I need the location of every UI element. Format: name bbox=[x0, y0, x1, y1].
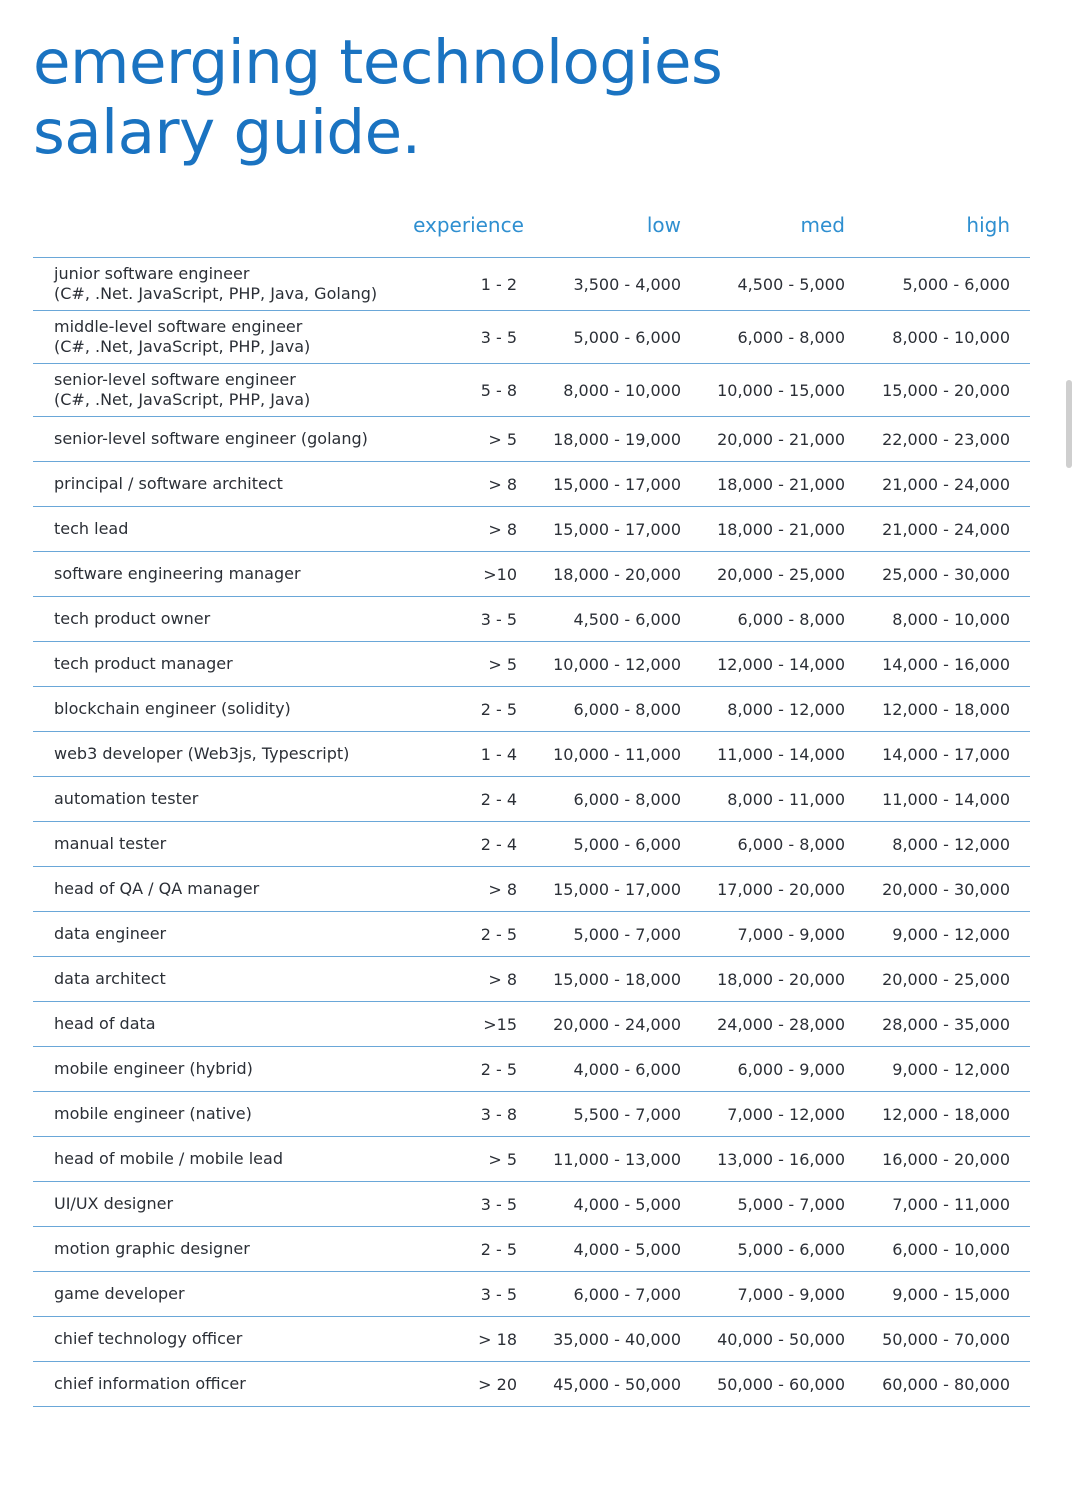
table-row bbox=[33, 1272, 1030, 1317]
role-name: senior-level software engineer bbox=[54, 370, 296, 389]
low-salary-cell: 5,500 - 7,000 bbox=[573, 1104, 681, 1124]
high-salary-cell: 50,000 - 70,000 bbox=[882, 1329, 1010, 1349]
role-name: motion graphic designer bbox=[54, 1239, 250, 1258]
role-cell bbox=[54, 777, 474, 821]
med-salary-cell: 5,000 - 6,000 bbox=[737, 1239, 845, 1259]
low-salary-cell: 6,000 - 8,000 bbox=[573, 699, 681, 719]
med-salary-cell: 24,000 - 28,000 bbox=[717, 1014, 845, 1034]
high-salary-cell: 21,000 - 24,000 bbox=[882, 519, 1010, 539]
header-high: high bbox=[966, 213, 1010, 237]
role-name: web3 developer (Web3js, Typescript) bbox=[54, 744, 350, 763]
high-salary-cell: 22,000 - 23,000 bbox=[882, 429, 1010, 449]
med-salary-cell: 7,000 - 9,000 bbox=[737, 1284, 845, 1304]
table-row bbox=[33, 462, 1030, 507]
experience-cell: > 5 bbox=[488, 1149, 517, 1169]
role-cell bbox=[54, 258, 474, 310]
med-salary-cell: 7,000 - 12,000 bbox=[727, 1104, 845, 1124]
table-row bbox=[33, 552, 1030, 597]
low-salary-cell: 8,000 - 10,000 bbox=[563, 380, 681, 400]
table-row bbox=[33, 417, 1030, 462]
experience-cell: 3 - 5 bbox=[480, 1284, 517, 1304]
table-row bbox=[33, 1182, 1030, 1227]
title-line-2: salary guide. bbox=[33, 97, 421, 168]
experience-cell: 2 - 5 bbox=[480, 924, 517, 944]
role-cell bbox=[54, 1137, 474, 1181]
role-name: software engineering manager bbox=[54, 564, 301, 583]
high-salary-cell: 14,000 - 16,000 bbox=[882, 654, 1010, 674]
low-salary-cell: 6,000 - 8,000 bbox=[573, 789, 681, 809]
med-salary-cell: 6,000 - 8,000 bbox=[737, 327, 845, 347]
low-salary-cell: 15,000 - 17,000 bbox=[553, 519, 681, 539]
high-salary-cell: 8,000 - 10,000 bbox=[892, 327, 1010, 347]
high-salary-cell: 9,000 - 15,000 bbox=[892, 1284, 1010, 1304]
role-name: mobile engineer (hybrid) bbox=[54, 1059, 253, 1078]
experience-cell: 2 - 5 bbox=[480, 699, 517, 719]
role-stack: (C#, .Net, JavaScript, PHP, Java) bbox=[54, 337, 311, 356]
low-salary-cell: 4,000 - 5,000 bbox=[573, 1194, 681, 1214]
role-cell bbox=[54, 1272, 474, 1316]
med-salary-cell: 7,000 - 9,000 bbox=[737, 924, 845, 944]
experience-cell: > 18 bbox=[478, 1329, 517, 1349]
table-row bbox=[33, 912, 1030, 957]
role-name: head of mobile / mobile lead bbox=[54, 1149, 283, 1168]
role-name: data architect bbox=[54, 969, 166, 988]
role-cell bbox=[54, 507, 474, 551]
low-salary-cell: 4,000 - 6,000 bbox=[573, 1059, 681, 1079]
role-cell bbox=[54, 1362, 474, 1406]
high-salary-cell: 16,000 - 20,000 bbox=[882, 1149, 1010, 1169]
med-salary-cell: 4,500 - 5,000 bbox=[737, 274, 845, 294]
low-salary-cell: 18,000 - 19,000 bbox=[553, 429, 681, 449]
experience-cell: 2 - 5 bbox=[480, 1239, 517, 1259]
role-name: automation tester bbox=[54, 789, 199, 808]
med-salary-cell: 8,000 - 11,000 bbox=[727, 789, 845, 809]
role-cell bbox=[54, 311, 474, 363]
role-cell bbox=[54, 462, 474, 506]
header-low: low bbox=[646, 213, 681, 237]
role-cell bbox=[54, 687, 474, 731]
role-cell bbox=[54, 732, 474, 776]
med-salary-cell: 18,000 - 21,000 bbox=[717, 519, 845, 539]
table-row bbox=[33, 1317, 1030, 1362]
med-salary-cell: 6,000 - 9,000 bbox=[737, 1059, 845, 1079]
med-salary-cell: 12,000 - 14,000 bbox=[717, 654, 845, 674]
experience-cell: 2 - 4 bbox=[480, 789, 517, 809]
table-row bbox=[33, 1362, 1030, 1407]
title-line-1: emerging technologies bbox=[33, 27, 723, 98]
table-row bbox=[33, 1092, 1030, 1137]
table-row bbox=[33, 687, 1030, 732]
role-name: manual tester bbox=[54, 834, 167, 853]
role-cell bbox=[54, 1182, 474, 1226]
role-name: data engineer bbox=[54, 924, 167, 943]
high-salary-cell: 6,000 - 10,000 bbox=[892, 1239, 1010, 1259]
salary-table bbox=[33, 200, 1030, 1407]
role-name: head of QA / QA manager bbox=[54, 879, 260, 898]
role-cell bbox=[54, 417, 474, 461]
role-name: senior-level software engineer (golang) bbox=[54, 429, 368, 448]
med-salary-cell: 5,000 - 7,000 bbox=[737, 1194, 845, 1214]
experience-cell: 2 - 5 bbox=[480, 1059, 517, 1079]
low-salary-cell: 3,500 - 4,000 bbox=[573, 274, 681, 294]
role-stack: (C#, .Net. JavaScript, PHP, Java, Golang) bbox=[54, 284, 378, 303]
low-salary-cell: 15,000 - 17,000 bbox=[553, 474, 681, 494]
role-cell bbox=[54, 1047, 474, 1091]
role-name: chief information officer bbox=[54, 1374, 246, 1393]
high-salary-cell: 28,000 - 35,000 bbox=[882, 1014, 1010, 1034]
low-salary-cell: 6,000 - 7,000 bbox=[573, 1284, 681, 1304]
med-salary-cell: 18,000 - 20,000 bbox=[717, 969, 845, 989]
role-cell bbox=[54, 597, 474, 641]
page-title bbox=[33, 28, 722, 168]
table-row bbox=[33, 1002, 1030, 1047]
experience-cell: > 20 bbox=[478, 1374, 517, 1394]
role-cell bbox=[54, 822, 474, 866]
experience-cell: > 5 bbox=[488, 429, 517, 449]
high-salary-cell: 14,000 - 17,000 bbox=[882, 744, 1010, 764]
table-body bbox=[33, 258, 1030, 1407]
experience-cell: 3 - 8 bbox=[480, 1104, 517, 1124]
table-row bbox=[33, 822, 1030, 867]
med-salary-cell: 8,000 - 12,000 bbox=[727, 699, 845, 719]
high-salary-cell: 60,000 - 80,000 bbox=[882, 1374, 1010, 1394]
med-salary-cell: 20,000 - 25,000 bbox=[717, 564, 845, 584]
role-cell bbox=[54, 957, 474, 1001]
med-salary-cell: 20,000 - 21,000 bbox=[717, 429, 845, 449]
high-salary-cell: 20,000 - 30,000 bbox=[882, 879, 1010, 899]
med-salary-cell: 50,000 - 60,000 bbox=[717, 1374, 845, 1394]
table-row bbox=[33, 258, 1030, 311]
high-salary-cell: 20,000 - 25,000 bbox=[882, 969, 1010, 989]
low-salary-cell: 15,000 - 17,000 bbox=[553, 879, 681, 899]
role-name: tech lead bbox=[54, 519, 129, 538]
high-salary-cell: 12,000 - 18,000 bbox=[882, 699, 1010, 719]
table-row bbox=[33, 1227, 1030, 1272]
role-cell bbox=[54, 1317, 474, 1361]
header-med: med bbox=[800, 213, 845, 237]
table-row bbox=[33, 1047, 1030, 1092]
low-salary-cell: 4,000 - 5,000 bbox=[573, 1239, 681, 1259]
low-salary-cell: 35,000 - 40,000 bbox=[553, 1329, 681, 1349]
low-salary-cell: 15,000 - 18,000 bbox=[553, 969, 681, 989]
role-cell bbox=[54, 1092, 474, 1136]
table-row bbox=[33, 777, 1030, 822]
role-name: chief technology officer bbox=[54, 1329, 243, 1348]
role-name: game developer bbox=[54, 1284, 185, 1303]
low-salary-cell: 5,000 - 6,000 bbox=[573, 327, 681, 347]
med-salary-cell: 6,000 - 8,000 bbox=[737, 834, 845, 854]
high-salary-cell: 25,000 - 30,000 bbox=[882, 564, 1010, 584]
high-salary-cell: 7,000 - 11,000 bbox=[892, 1194, 1010, 1214]
role-cell bbox=[54, 1227, 474, 1271]
low-salary-cell: 4,500 - 6,000 bbox=[573, 609, 681, 629]
high-salary-cell: 15,000 - 20,000 bbox=[882, 380, 1010, 400]
table-row bbox=[33, 507, 1030, 552]
experience-cell: 1 - 4 bbox=[480, 744, 517, 764]
med-salary-cell: 17,000 - 20,000 bbox=[717, 879, 845, 899]
med-salary-cell: 18,000 - 21,000 bbox=[717, 474, 845, 494]
high-salary-cell: 9,000 - 12,000 bbox=[892, 1059, 1010, 1079]
experience-cell: 2 - 4 bbox=[480, 834, 517, 854]
low-salary-cell: 10,000 - 11,000 bbox=[553, 744, 681, 764]
experience-cell: 5 - 8 bbox=[480, 380, 517, 400]
high-salary-cell: 21,000 - 24,000 bbox=[882, 474, 1010, 494]
table-row bbox=[33, 867, 1030, 912]
low-salary-cell: 18,000 - 20,000 bbox=[553, 564, 681, 584]
role-name: tech product manager bbox=[54, 654, 233, 673]
experience-cell: >15 bbox=[483, 1014, 517, 1034]
role-cell bbox=[54, 867, 474, 911]
table-row bbox=[33, 311, 1030, 364]
role-name: mobile engineer (native) bbox=[54, 1104, 252, 1123]
low-salary-cell: 10,000 - 12,000 bbox=[553, 654, 681, 674]
role-stack: (C#, .Net, JavaScript, PHP, Java) bbox=[54, 390, 311, 409]
high-salary-cell: 12,000 - 18,000 bbox=[882, 1104, 1010, 1124]
role-cell bbox=[54, 552, 474, 596]
role-cell bbox=[54, 1002, 474, 1046]
table-row bbox=[33, 957, 1030, 1002]
experience-cell: > 8 bbox=[488, 474, 517, 494]
med-salary-cell: 11,000 - 14,000 bbox=[717, 744, 845, 764]
role-name: principal / software architect bbox=[54, 474, 283, 493]
role-cell bbox=[54, 364, 474, 416]
high-salary-cell: 9,000 - 12,000 bbox=[892, 924, 1010, 944]
low-salary-cell: 5,000 - 7,000 bbox=[573, 924, 681, 944]
experience-cell: 3 - 5 bbox=[480, 609, 517, 629]
med-salary-cell: 40,000 - 50,000 bbox=[717, 1329, 845, 1349]
low-salary-cell: 11,000 - 13,000 bbox=[553, 1149, 681, 1169]
med-salary-cell: 6,000 - 8,000 bbox=[737, 609, 845, 629]
high-salary-cell: 8,000 - 10,000 bbox=[892, 609, 1010, 629]
experience-cell: > 8 bbox=[488, 879, 517, 899]
role-name: blockchain engineer (solidity) bbox=[54, 699, 291, 718]
role-name: head of data bbox=[54, 1014, 156, 1033]
experience-cell: > 8 bbox=[488, 519, 517, 539]
table-row bbox=[33, 364, 1030, 417]
role-name: tech product owner bbox=[54, 609, 211, 628]
role-name: junior software engineer bbox=[54, 264, 250, 283]
med-salary-cell: 13,000 - 16,000 bbox=[717, 1149, 845, 1169]
high-salary-cell: 5,000 - 6,000 bbox=[902, 274, 1010, 294]
role-cell bbox=[54, 642, 474, 686]
scrollbar-thumb[interactable] bbox=[1066, 380, 1072, 468]
header-experience: experience bbox=[413, 213, 524, 237]
table-row bbox=[33, 732, 1030, 777]
low-salary-cell: 20,000 - 24,000 bbox=[553, 1014, 681, 1034]
high-salary-cell: 8,000 - 12,000 bbox=[892, 834, 1010, 854]
experience-cell: 3 - 5 bbox=[480, 1194, 517, 1214]
role-cell bbox=[54, 912, 474, 956]
table-row bbox=[33, 1137, 1030, 1182]
table-header bbox=[33, 200, 1030, 258]
experience-cell: > 8 bbox=[488, 969, 517, 989]
med-salary-cell: 10,000 - 15,000 bbox=[717, 380, 845, 400]
high-salary-cell: 11,000 - 14,000 bbox=[882, 789, 1010, 809]
table-row bbox=[33, 642, 1030, 687]
role-name: middle-level software engineer bbox=[54, 317, 303, 336]
experience-cell: 3 - 5 bbox=[480, 327, 517, 347]
table-row bbox=[33, 597, 1030, 642]
experience-cell: 1 - 2 bbox=[480, 274, 517, 294]
role-name: UI/UX designer bbox=[54, 1194, 174, 1213]
low-salary-cell: 45,000 - 50,000 bbox=[553, 1374, 681, 1394]
experience-cell: > 5 bbox=[488, 654, 517, 674]
experience-cell: >10 bbox=[483, 564, 517, 584]
low-salary-cell: 5,000 - 6,000 bbox=[573, 834, 681, 854]
